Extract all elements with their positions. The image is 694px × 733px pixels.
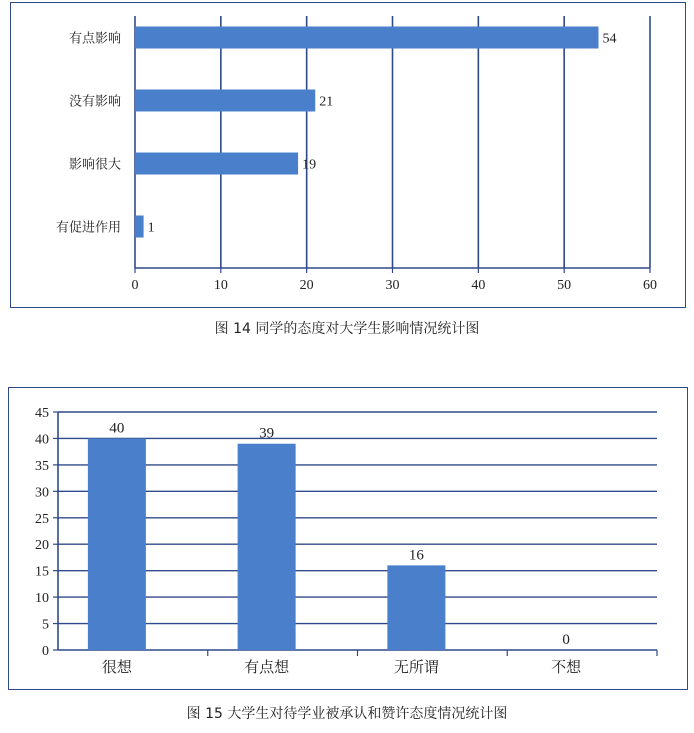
category-label: 影响很大 — [68, 157, 121, 173]
x-tick-label: 40 — [471, 278, 486, 293]
category-label: 无所谓 — [393, 658, 439, 676]
chart1-caption: 图 14 同学的态度对大学生影响情况统计图 — [214, 321, 480, 337]
x-tick-label: 20 — [299, 278, 314, 293]
data-label: 21 — [319, 94, 334, 110]
x-tick-label: 50 — [557, 278, 572, 293]
y-tick-label: 20 — [35, 538, 49, 554]
y-tick-label: 45 — [35, 406, 49, 421]
y-tick-label: 30 — [35, 485, 49, 501]
y-tick-label: 5 — [42, 617, 49, 633]
y-tick-label: 0 — [42, 644, 49, 659]
x-tick-label: 10 — [213, 278, 228, 293]
x-tick-label: 30 — [385, 278, 400, 293]
y-tick-label: 35 — [35, 458, 49, 474]
data-label: 0 — [562, 632, 570, 648]
data-label: 40 — [109, 420, 125, 437]
bar — [387, 565, 445, 650]
category-label: 很想 — [101, 658, 132, 676]
y-tick-label: 15 — [35, 564, 49, 580]
category-label: 不想 — [551, 658, 582, 676]
category-label: 有点想 — [244, 658, 290, 676]
x-tick-label: 60 — [643, 278, 657, 293]
data-label: 19 — [302, 157, 317, 173]
data-label: 54 — [602, 31, 617, 47]
y-tick-label: 10 — [35, 591, 49, 607]
data-label: 1 — [147, 220, 155, 236]
x-tick-label: 0 — [131, 278, 139, 293]
bar — [238, 444, 296, 650]
category-label: 有促进作用 — [55, 220, 121, 236]
y-tick-label: 40 — [35, 432, 49, 448]
category-label: 有点影响 — [68, 31, 121, 47]
data-label: 16 — [408, 547, 424, 564]
category-label: 没有影响 — [68, 94, 121, 110]
bar — [88, 438, 146, 650]
chart2-caption: 图 15 大学生对待学业被承认和赞许态度情况统计图 — [186, 706, 508, 722]
y-tick-label: 25 — [35, 511, 49, 527]
data-label: 39 — [259, 425, 275, 442]
